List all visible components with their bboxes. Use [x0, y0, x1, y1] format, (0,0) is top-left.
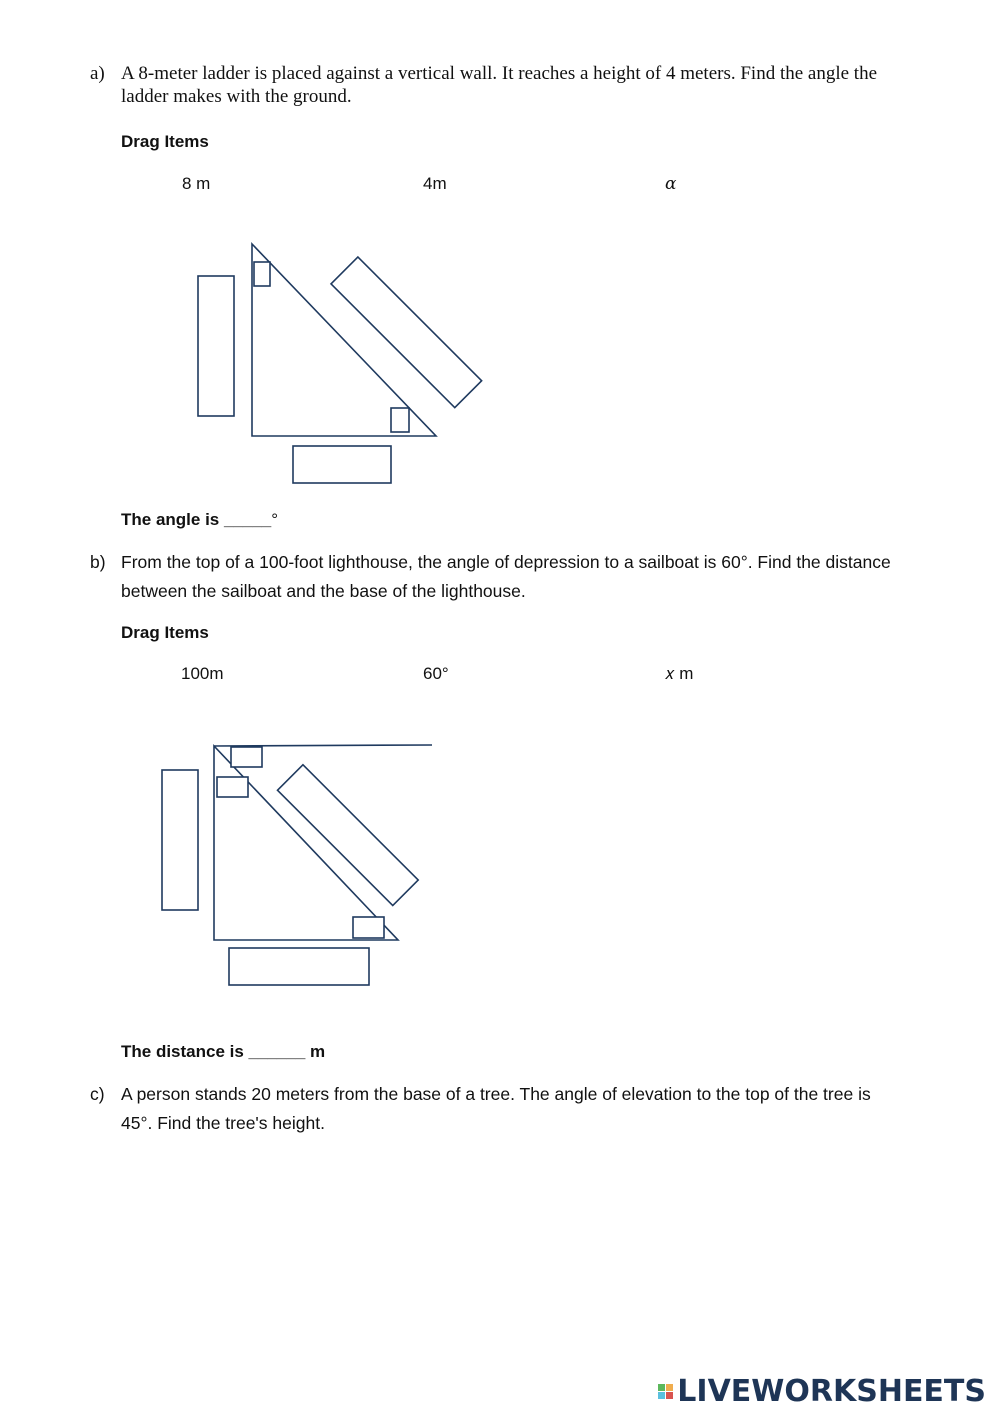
question-c-label: c)	[90, 1084, 105, 1104]
drag-item-60deg[interactable]: 60°	[423, 664, 449, 683]
question-b-answer-blank[interactable]: ______	[248, 1042, 306, 1061]
question-a-text-line1: A 8-meter ladder is placed against a vertical wall. It reaches a height of 4 meters. Find the angle the	[121, 63, 878, 84]
drop-box-b-top-angle[interactable]	[217, 777, 248, 797]
question-a-drag-heading: Drag Items	[121, 132, 209, 151]
drag-item-4m[interactable]: 4m	[423, 174, 447, 193]
drag-item-x-m[interactable]: 𝑥 m	[665, 664, 694, 683]
drag-item-alpha[interactable]: α	[665, 174, 677, 194]
question-a-label: a)	[90, 63, 105, 84]
question-b-answer-suffix: m	[305, 1042, 326, 1061]
question-b-text-line1: From the top of a 100-foot lighthouse, the angle of depression to a sailboat is 60°. Find the distance	[121, 552, 891, 572]
question-c-text-line1: A person stands 20 meters from the base of a tree. The angle of elevation to the top of the tree is	[121, 1084, 871, 1104]
question-b-answer	[121, 1042, 325, 1062]
drop-box-b-depression-angle[interactable]	[231, 747, 262, 767]
drop-box-b-vertical[interactable]	[162, 770, 198, 910]
question-a-answer-prefix: The angle is	[121, 510, 224, 529]
question-a-answer-suffix: °	[271, 510, 279, 529]
question-a-answer-blank[interactable]: _____	[223, 510, 272, 529]
question-b-answer-prefix: The distance is	[121, 1042, 249, 1061]
question-b-drag-heading: Drag Items	[121, 623, 209, 642]
question-a-text-line2: ladder makes with the ground.	[121, 86, 352, 107]
drop-box-b-base[interactable]	[229, 948, 369, 985]
question-b-label: b)	[90, 552, 106, 572]
question-c-text-line2: 45°. Find the tree's height.	[121, 1113, 325, 1133]
question-b-text-line2: between the sailboat and the base of the lighthouse.	[121, 581, 526, 601]
liveworksheets-logo-icon	[658, 1384, 673, 1399]
drop-box-b-bottom-angle[interactable]	[353, 917, 384, 938]
question-c-text	[121, 1080, 961, 1138]
horizontal-line-b	[214, 745, 432, 746]
drag-item-8m[interactable]: 8 m	[182, 174, 211, 193]
brand-name: LIVEWORKSHEETS	[677, 1374, 986, 1409]
liveworksheets-logo[interactable]	[658, 1374, 986, 1409]
drag-item-100m[interactable]: 100m	[181, 664, 224, 683]
